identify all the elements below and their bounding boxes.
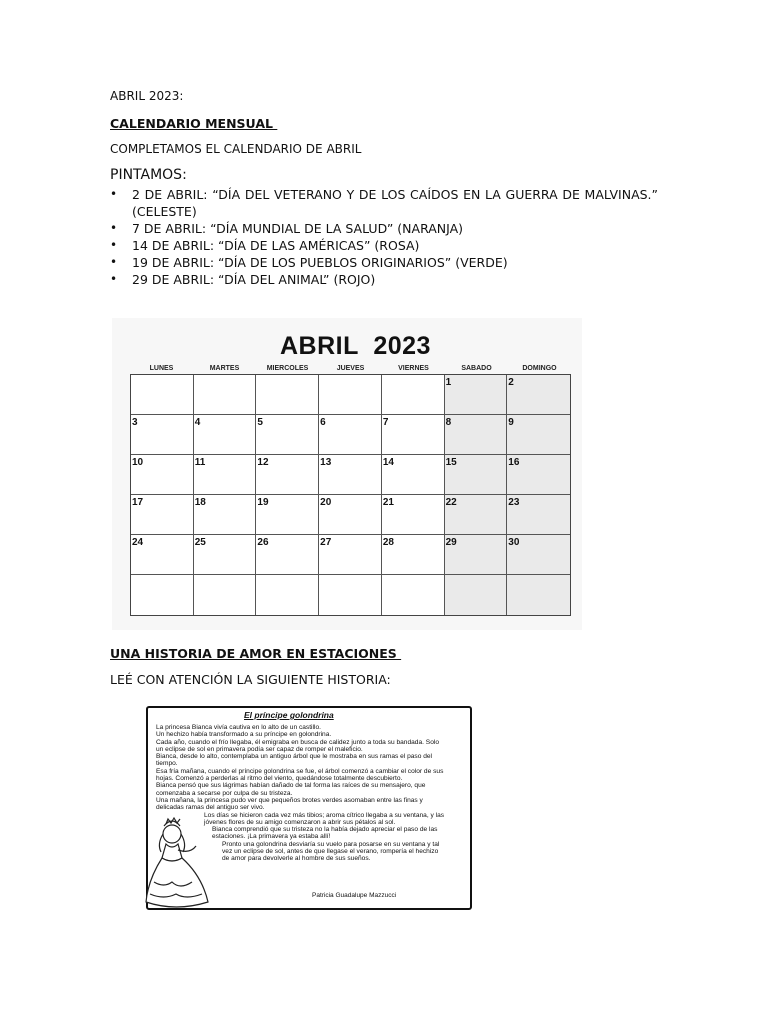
calendar-day-cell (319, 415, 382, 455)
calendar-day-cell (382, 455, 445, 495)
calendar-day-cell (194, 455, 257, 495)
calendar-grid (130, 374, 571, 616)
section-title-calendar: CALENDARIO MENSUAL (110, 116, 278, 131)
weekday-label: LUNES (149, 365, 174, 372)
calendar-day-number: 26 (257, 537, 269, 548)
calendar-day-cell (382, 415, 445, 455)
calendar-day-cell (507, 535, 570, 575)
list-item: • 29 DE ABRIL: “DÍA DEL ANIMAL” (ROJO) (110, 271, 658, 288)
calendar-day-cell (131, 455, 194, 495)
calendar-day-number: 19 (257, 497, 269, 508)
calendar-day-cell (131, 495, 194, 535)
story-paragraph: Los días se hicieron cada vez más tibios; aroma cítrico llegaba a su ventana, y las jóvenes flores de su amigo comenzaron a abrir sus pétalos al sol. (204, 811, 445, 826)
calendar-day-number: 28 (382, 537, 394, 548)
list-item: • 19 DE ABRIL: “DÍA DE LOS PUEBLOS ORIGINARIOS” (VERDE) (110, 254, 658, 271)
weekday-label: VIERNES (398, 365, 429, 372)
story-paragraph: Pronto una golondrina desviaría su vuelo para posarse en su ventana y tal vez un eclipse de sol, antes de que llegase el verano, rompería el hechizo de amor para devolverle al hombre de sus sueños. (222, 840, 440, 863)
calendar-day-cell (319, 535, 382, 575)
weekday-label: MARTES (209, 365, 240, 372)
story-paragraph: Una mañana, la princesa pudo ver que pequeños brotes verdes asomaban entre las finas y delicadas ramas del antiguo ser vivo. (156, 796, 423, 812)
page-date: ABRIL 2023: (110, 89, 184, 103)
calendar-day-number: 12 (257, 457, 269, 468)
story-paragraph: Bianca pensó que sus lágrimas habían dañado de tal forma las raíces de su mensajero, que comenzaba a secarse por culpa de su tristeza. (156, 782, 426, 797)
calendar-day-cell (256, 415, 319, 455)
calendar-title: ABRIL 2023 (280, 332, 431, 360)
list-item: • 14 DE ABRIL: “DÍA DE LAS AMÉRICAS” (ROSA) (110, 237, 658, 254)
calendar-day-cell (194, 375, 257, 415)
story-author: Patricia Guadalupe Mazzucci (312, 892, 397, 899)
calendar-day-number: 6 (320, 417, 326, 428)
story-paragraph: Cada año, cuando el frío llegaba, él emigraba en busca de calidez junto a toda su bandada. Solo un eclipse de sol en primavera podía ser capaz de romper el maleficio. (156, 738, 439, 753)
calendar-day-number: 7 (382, 417, 389, 428)
calendar-day-cell (194, 535, 257, 575)
story-image (136, 700, 486, 915)
calendar-day-number: 13 (320, 457, 332, 468)
calendar-day-cell (131, 415, 194, 455)
calendar-day-number: 4 (194, 417, 201, 428)
calendar-day-number: 30 (508, 537, 520, 548)
calendar-day-number: 16 (508, 457, 520, 468)
calendar-day-number: 8 (445, 417, 452, 428)
list-item: • 7 DE ABRIL: “DÍA MUNDIAL DE LA SALUD” (NARANJA) (110, 220, 658, 237)
calendar-day-cell (131, 535, 194, 575)
calendar-day-cell (445, 495, 508, 535)
story-paragraph: Bianca comprendió que su tristeza no la había dejado apreciar el paso de las estaciones. ¡La primavera ya estaba allí! (212, 826, 438, 841)
calendar-day-number: 18 (194, 497, 206, 508)
calendar-day-cell (256, 495, 319, 535)
calendar-day-number: 24 (132, 537, 144, 548)
calendar-day-cell (382, 375, 445, 415)
calendar-day-number: 5 (257, 417, 263, 428)
calendar-day-cell (256, 535, 319, 575)
calendar-day-cell (319, 575, 382, 615)
calendar-day-cell (382, 535, 445, 575)
weekday-label: MIERCOLES (266, 365, 309, 372)
calendar-day-number: 27 (320, 537, 332, 548)
calendar-day-number: 1 (445, 377, 452, 388)
list-item: • 2 DE ABRIL: “DÍA DEL VETERANO Y DE LOS CAÍDOS EN LA GUERRA DE MALVINAS.” (CELESTE) (110, 186, 658, 220)
calendar-day-number: 15 (445, 457, 457, 468)
calendar-day-cell (507, 455, 570, 495)
weekday-label: SABADO (461, 365, 492, 372)
calendar-day-number: 29 (445, 537, 457, 548)
calendar-day-cell (507, 495, 570, 535)
story-paragraph: Bianca, desde lo alto, contemplaba un antiguo árbol que le mostraba en sus ramas el paso del tiempo. (156, 753, 433, 768)
calendar-day-cell (507, 415, 570, 455)
calendar-day-number: 20 (320, 497, 332, 508)
pintamos-list (110, 186, 658, 288)
calendar-day-number: 9 (508, 417, 514, 428)
calendar-image (112, 318, 582, 630)
calendar-day-cell (256, 375, 319, 415)
pintamos-heading: PINTAMOS: (110, 167, 187, 183)
calendar-day-cell (445, 375, 508, 415)
calendar-day-cell (194, 575, 257, 615)
calendar-day-number: 21 (382, 497, 394, 508)
calendar-day-cell (194, 415, 257, 455)
calendar-day-number: 14 (382, 457, 394, 468)
calendar-day-cell (256, 575, 319, 615)
calendar-day-number: 17 (132, 497, 144, 508)
calendar-day-cell (319, 375, 382, 415)
story-title: El príncipe golondrina (244, 710, 334, 720)
calendar-day-cell (382, 495, 445, 535)
calendar-day-cell (319, 495, 382, 535)
weekday-label: DOMINGO (522, 365, 557, 372)
calendar-day-cell (131, 375, 194, 415)
calendar-instruction: COMPLETAMOS EL CALENDARIO DE ABRIL (110, 142, 362, 156)
section-title-story: UNA HISTORIA DE AMOR EN ESTACIONES (110, 646, 402, 661)
calendar-day-number: 2 (508, 377, 514, 388)
story-paragraph: Un hechizo había transformado a su príncipe en golondrina. (156, 731, 332, 739)
story-instruction: LEÉ CON ATENCIÓN LA SIGUIENTE HISTORIA: (110, 672, 391, 687)
calendar-day-cell (256, 455, 319, 495)
calendar-day-cell (319, 455, 382, 495)
calendar-day-cell (507, 375, 570, 415)
calendar-day-number: 25 (194, 537, 206, 548)
calendar-day-number: 11 (194, 457, 206, 468)
calendar-day-cell (507, 575, 570, 615)
weekday-label: JUEVES (336, 365, 365, 372)
calendar-day-cell (445, 455, 508, 495)
calendar-day-cell (194, 495, 257, 535)
calendar-day-cell (382, 575, 445, 615)
calendar-day-number: 23 (508, 497, 520, 508)
calendar-day-number: 10 (132, 457, 144, 468)
calendar-day-number: 3 (132, 417, 138, 428)
story-paragraph: Esa fría mañana, cuando el príncipe golondrina se fue, el árbol comenzó a cambiar el color de sus hojas. Comenzó a perderlas al ritmo del viento, quedándose totalmente descubierto. (156, 767, 444, 783)
calendar-day-number: 22 (445, 497, 457, 508)
calendar-day-cell (445, 415, 508, 455)
calendar-day-cell (445, 535, 508, 575)
calendar-day-cell (131, 575, 194, 615)
princess-illustration (142, 812, 218, 912)
calendar-day-cell (445, 575, 508, 615)
story-paragraph: La princesa Bianca vivía cautiva en lo alto de un castillo. (156, 724, 321, 731)
